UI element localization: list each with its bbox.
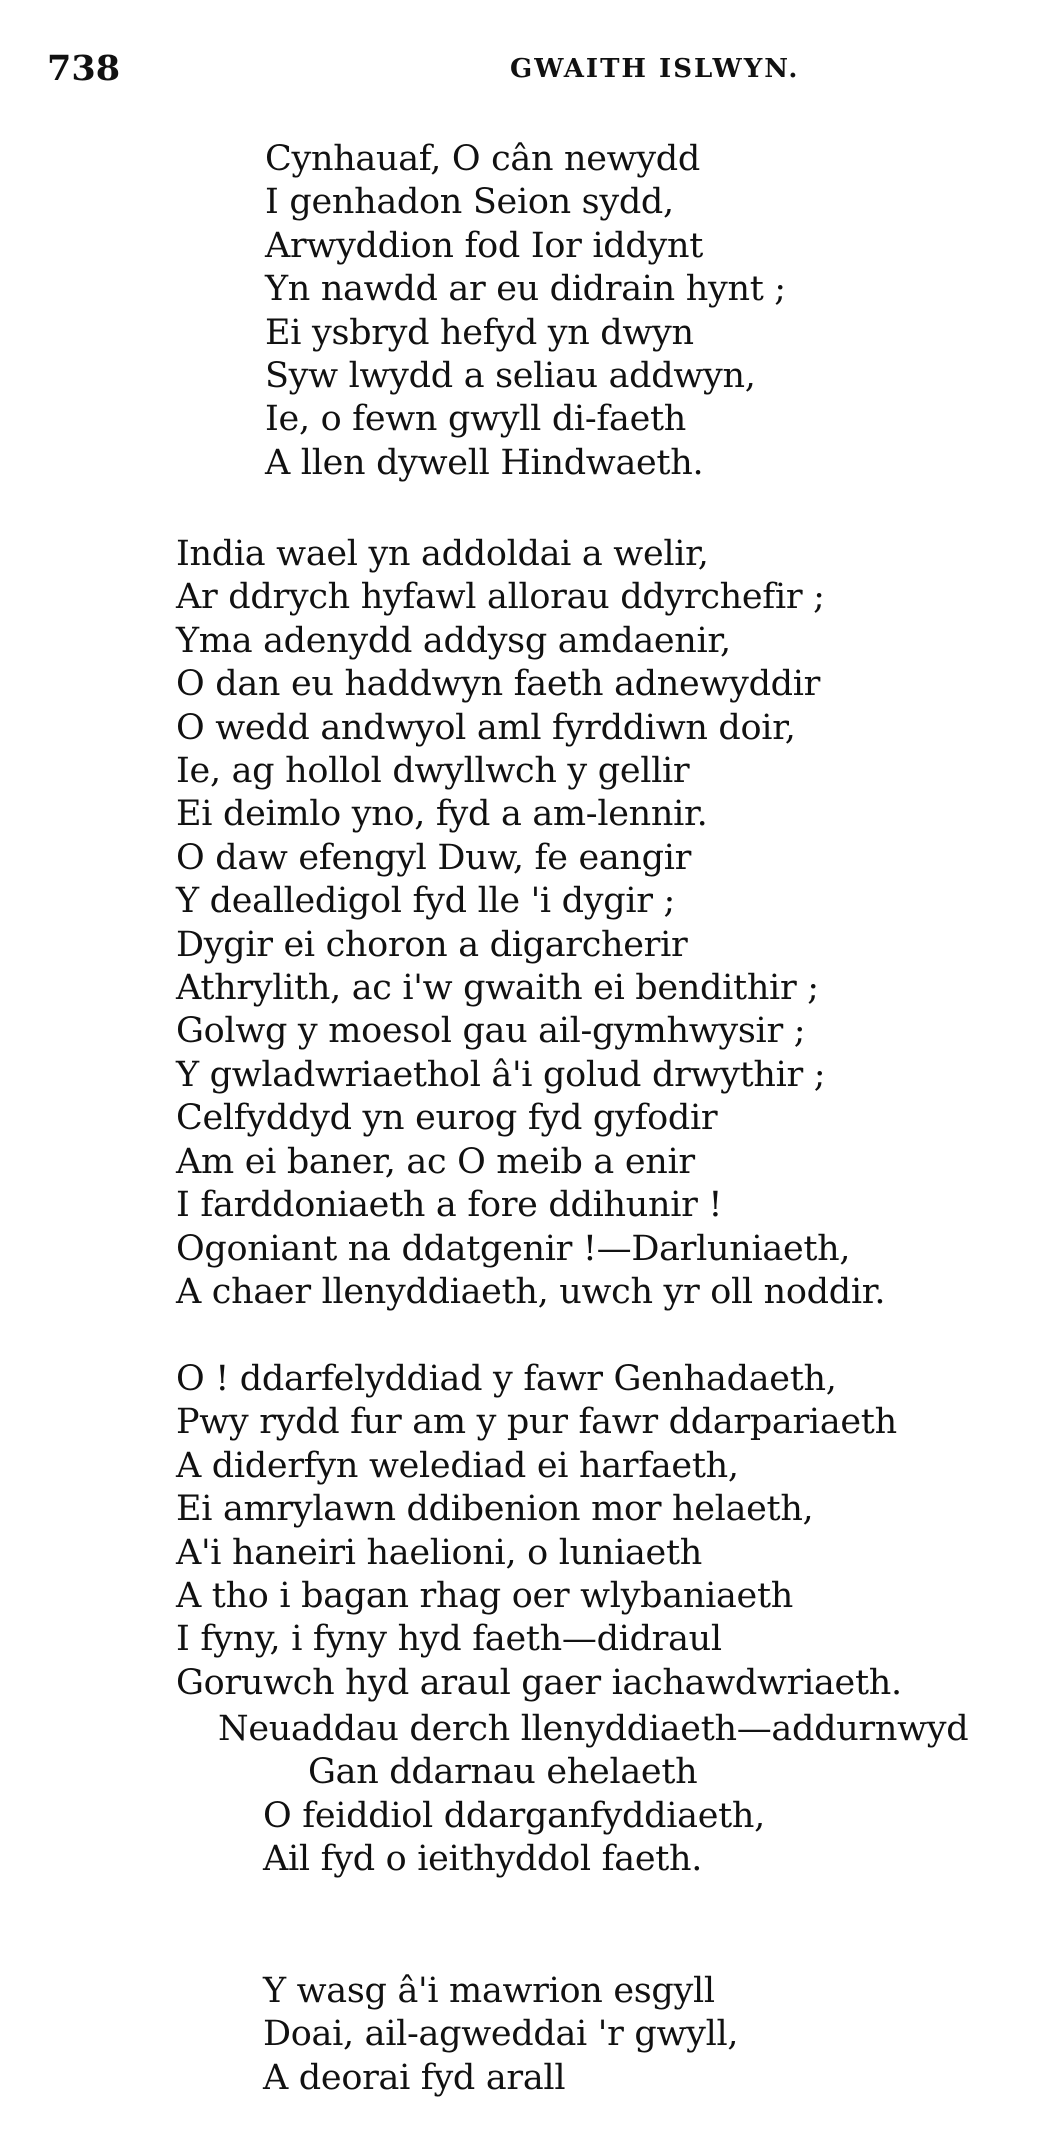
poem-line: Ie, o fewn gwyll di-faeth	[265, 399, 686, 440]
poem-line: Ail fyd o ieithyddol faeth.	[263, 1839, 703, 1880]
poem-line: A diderfyn welediad ei harfaeth,	[176, 1445, 739, 1486]
poem-line: A deorai fyd arall	[263, 2057, 566, 2098]
poem-line: Yma adenydd addysg amdaenir,	[176, 620, 731, 661]
poem-line: Syw lwydd a seliau addwyn,	[265, 356, 756, 397]
poem-line: O daw efengyl Duw, fe eangir	[176, 837, 692, 878]
poem-line: Athrylith, ac i'w gwaith ei bendithir ;	[176, 968, 819, 1009]
poem-line: Arwyddion fod Ior iddynt	[265, 225, 703, 266]
stanza-5	[263, 1970, 738, 2100]
poem-line: Ei deimlo yno, fyd a am-lennir.	[176, 794, 708, 835]
poem-line: A llen dywell Hindwaeth.	[265, 442, 704, 483]
poem-line: Neuaddau derch llenyddiaeth—addurnwyd	[218, 1709, 969, 1749]
poem-line: Ar ddrych hyfawl allorau ddyrchefir ;	[176, 577, 825, 618]
poem-line: Ei amrylawn ddibenion mor helaeth,	[176, 1489, 814, 1530]
poem-line: I farddoniaeth a fore ddihunir !	[176, 1185, 723, 1226]
poem-line: India wael yn addoldai a welir,	[176, 534, 709, 574]
poem-line: I fyny, i fyny hyd faeth—didraul	[176, 1619, 722, 1660]
poem-line: Y gwladwriaethol â'i golud drwythir ;	[176, 1054, 826, 1095]
poem-line: I genhadon Seion sydd,	[265, 182, 674, 223]
poem-line: Doai, ail-agweddai 'r gwyll,	[263, 2014, 739, 2055]
poem-line: A'i haneiri haelioni, o luniaeth	[176, 1532, 702, 1573]
poem-line: Gan ddarnau ehelaeth	[308, 1752, 698, 1793]
poem-line: O feiddiol ddarganfyddiaeth,	[263, 1795, 765, 1836]
poem-line: Ei ysbryd hefyd yn dwyn	[265, 312, 694, 353]
poem-line: Yn nawdd ar eu didrain hynt ;	[265, 269, 786, 310]
poem-line: Cynhauaf, O cân newydd	[265, 139, 701, 179]
poem-line: A chaer llenyddiaeth, uwch yr oll noddir.	[176, 1271, 886, 1312]
poem-line: Ogoniant na ddatgenir !—Darluniaeth,	[176, 1228, 851, 1269]
poem-line: O dan eu haddwyn faeth adnewyddir	[176, 664, 821, 705]
poem-line: Dygir ei choron a digarcherir	[176, 924, 688, 965]
poem-line: Goruwch hyd araul gaer iachawdwriaeth.	[176, 1662, 902, 1703]
poem-line: Ie, ag hollol dwyllwch y gellir	[176, 751, 690, 792]
poem-line: O wedd andwyol aml fyrddiwn doir,	[176, 707, 796, 748]
poem-line: Y wasg â'i mawrion esgyll	[263, 1971, 715, 2011]
poem-line: Y dealledigol fyd lle 'i dygir ;	[176, 881, 675, 922]
page-number: 738	[47, 48, 121, 89]
poem-line: Celfyddyd yn eurog fyd gyfodir	[176, 1098, 718, 1139]
poem-line: Pwy rydd fur am y pur fawr ddarpariaeth	[176, 1402, 897, 1443]
running-title: GWAITH ISLWYN.	[510, 54, 800, 84]
stanza-1	[265, 138, 786, 485]
poem-line: Am ei baner, ac O meib a enir	[176, 1141, 695, 1182]
page-header	[0, 48, 1063, 98]
stanza-4	[218, 1708, 968, 1882]
poem-line: O ! ddarfelyddiad y fawr Genhadaeth,	[176, 1359, 837, 1399]
stanza-3	[176, 1358, 902, 1705]
poem-line: A tho i bagan rhag oer wlybaniaeth	[176, 1576, 793, 1617]
stanza-2	[176, 533, 885, 1314]
poem-line: Golwg y moesol gau ail-gymhwysir ;	[176, 1011, 806, 1052]
